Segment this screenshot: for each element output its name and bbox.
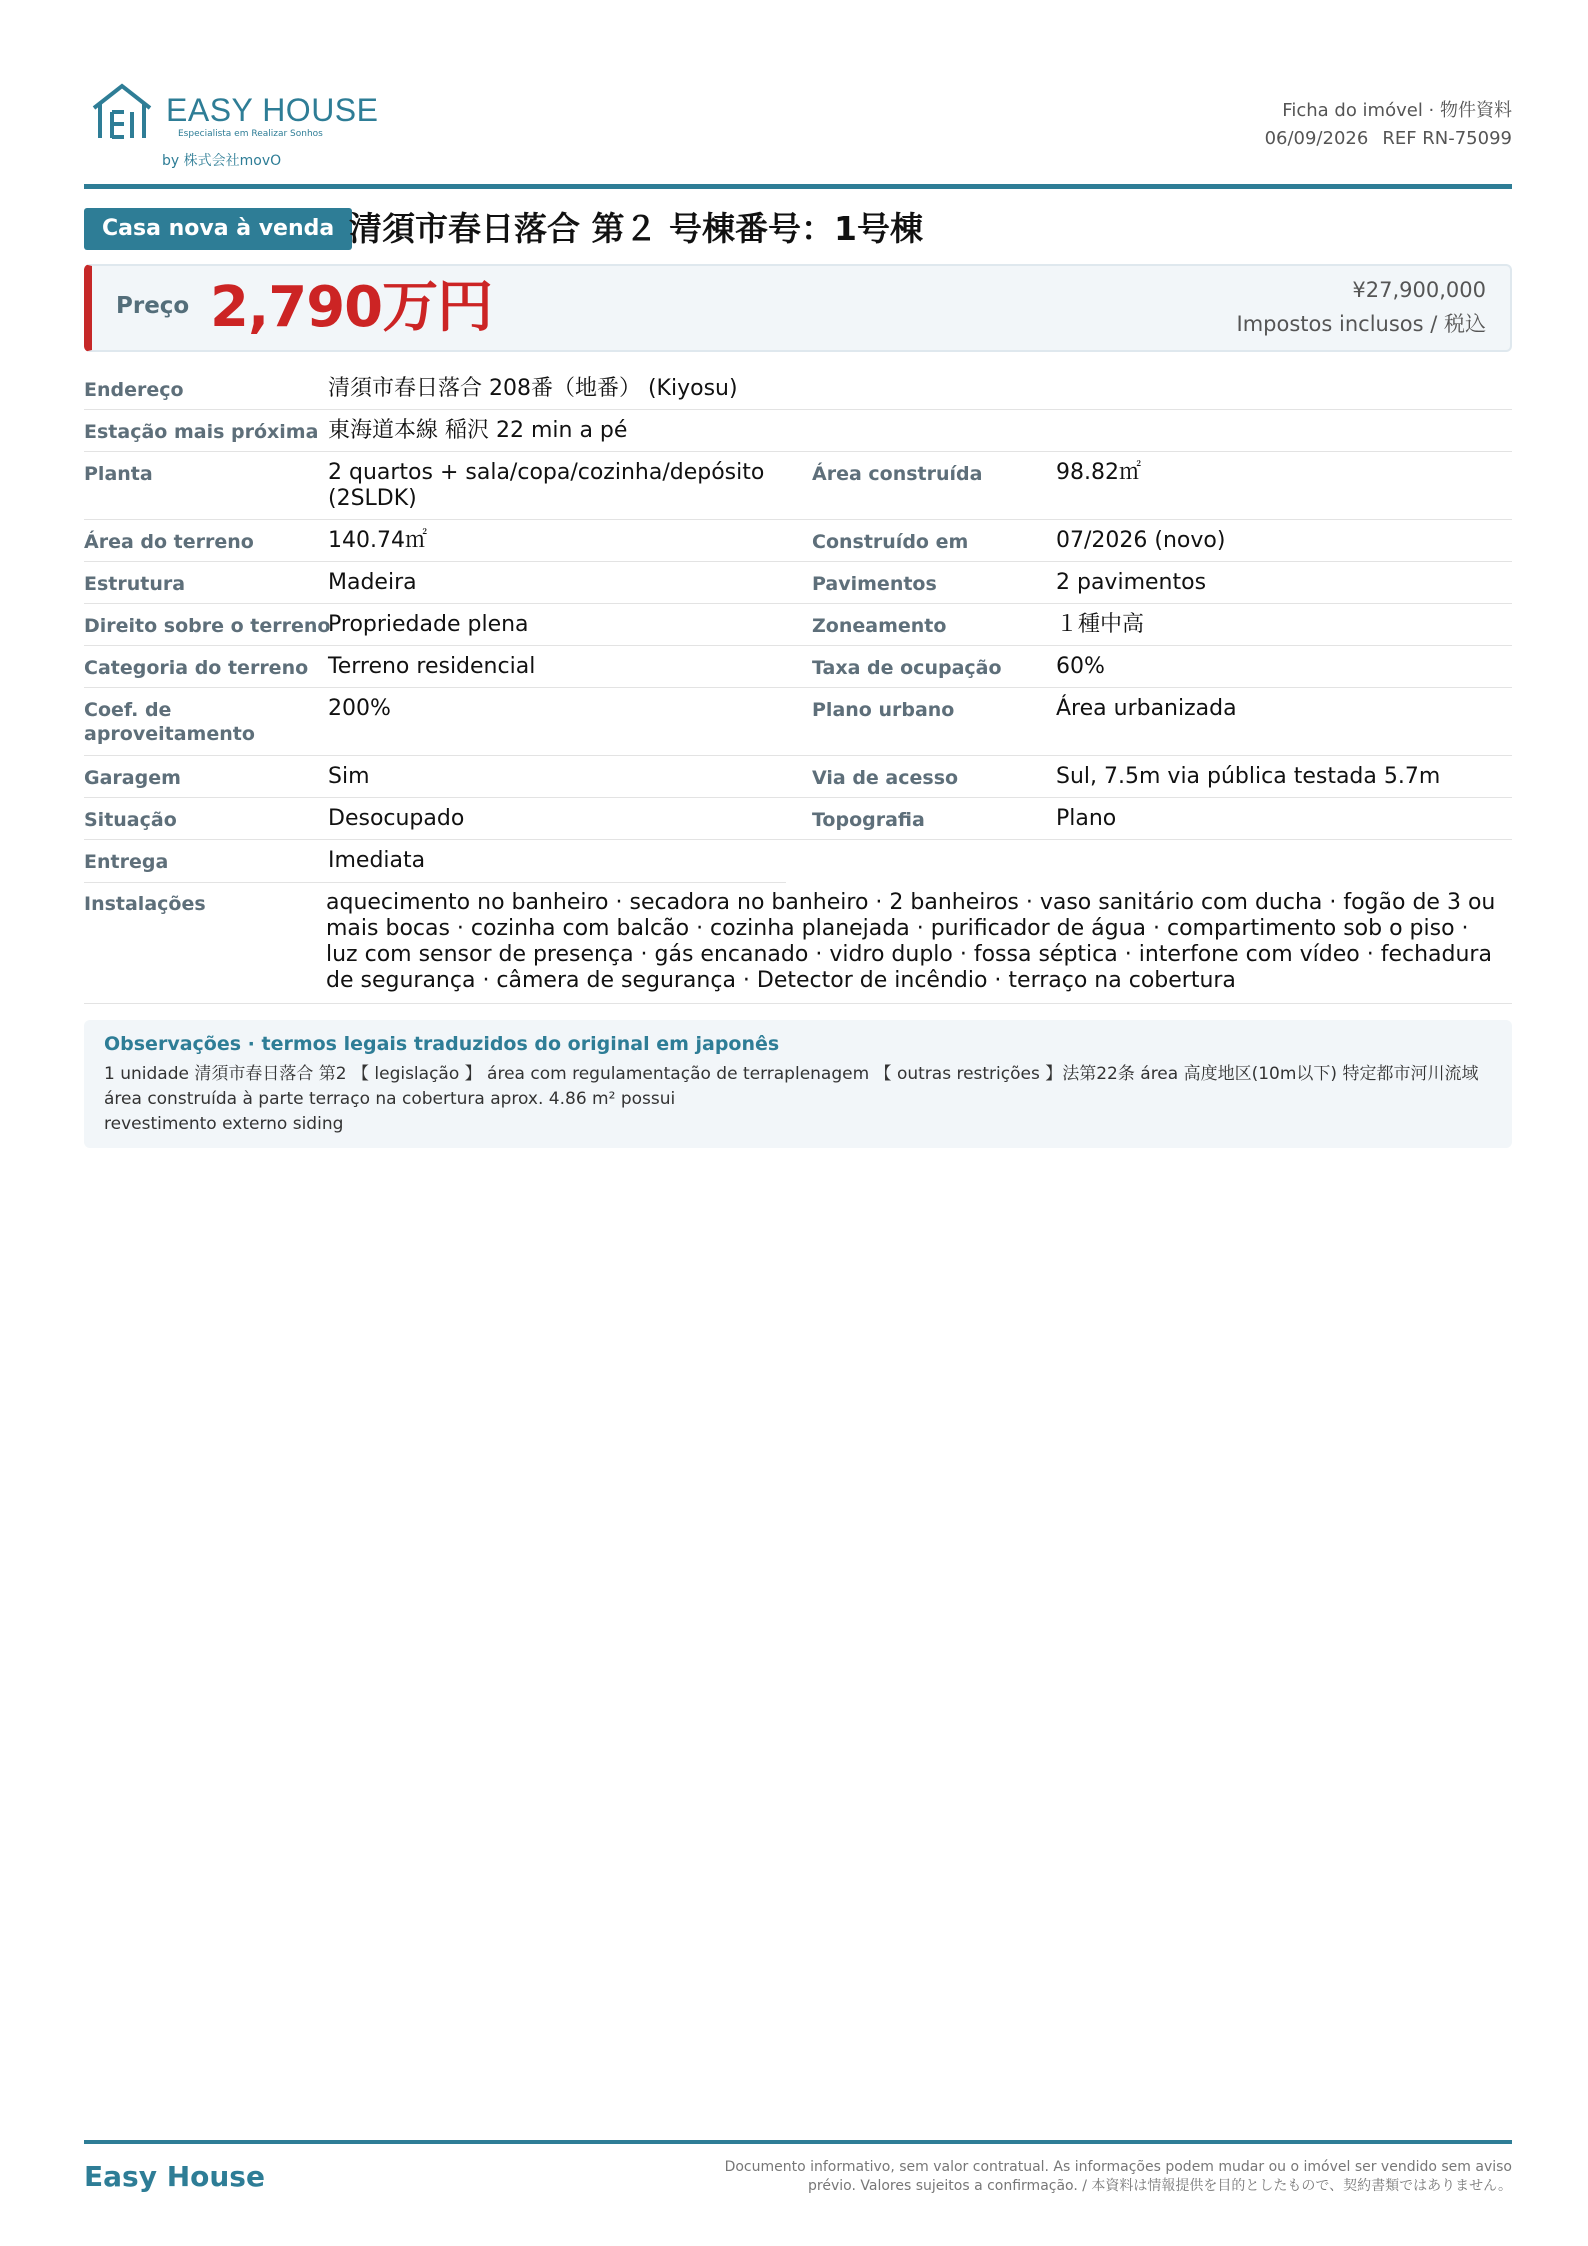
detail-label: Plano urbano xyxy=(812,699,955,721)
detail-label: Situação xyxy=(84,809,177,831)
detail-label: Categoria do terreno xyxy=(84,657,309,679)
detail-row-land-category xyxy=(84,646,1512,688)
detail-label: Construído em xyxy=(812,531,969,553)
detail-value: 清須市春日落合 208番（地番） (Kiyosu) xyxy=(328,376,738,401)
detail-label: Direito sobre o terreno xyxy=(84,615,331,637)
property-sheet xyxy=(84,0,1512,2246)
detail-value: Terreno residencial xyxy=(328,654,536,679)
detail-row-land-area xyxy=(84,520,1512,562)
brand-by: by 株式会社movO xyxy=(162,153,282,169)
detail-value: 98.82㎡ xyxy=(1056,460,1141,485)
price-label: Preço xyxy=(116,293,190,319)
detail-value: Propriedade plena xyxy=(328,612,529,637)
details-table xyxy=(84,368,1512,1004)
detail-value: Área urbanizada xyxy=(1056,696,1237,721)
detail-label: Zoneamento xyxy=(812,615,947,637)
detail-value: 2 pavimentos xyxy=(1056,570,1207,595)
detail-label: Pavimentos xyxy=(812,573,937,595)
detail-row-far xyxy=(84,688,1512,756)
detail-label: Estação mais próxima xyxy=(84,421,319,443)
detail-value: 200% xyxy=(328,696,391,721)
detail-value: Imediata xyxy=(328,848,426,873)
listing-type-badge: Casa nova à venda xyxy=(84,208,352,250)
doc-ref: REF RN-75099 xyxy=(1382,128,1512,149)
detail-value: 2 quartos + sala/copa/cozinha/depósito (2SLDK) xyxy=(328,460,765,511)
detail-label: Endereço xyxy=(84,379,184,401)
brand-logo xyxy=(90,82,390,172)
disclaimer-line: Documento informativo, sem valor contratual. As informações podem mudar ou o imóvel ser vendido sem aviso xyxy=(724,2159,1512,2175)
detail-row-structure xyxy=(84,562,1512,604)
notes-title: Observações · termos legais traduzidos do original em japonês xyxy=(104,1033,780,1055)
detail-label: Topografia xyxy=(812,809,925,831)
detail-value: １種中高 xyxy=(1056,612,1145,637)
detail-row-layout xyxy=(84,452,1512,520)
detail-value: Desocupado xyxy=(328,806,465,831)
detail-label: Taxa de ocupação xyxy=(812,657,1002,679)
detail-label: Área construída xyxy=(812,463,983,485)
notes-text xyxy=(104,1062,1492,1137)
detail-value: 140.74㎡ xyxy=(328,528,427,553)
price-main: 2,790万円 xyxy=(210,275,493,340)
brand-tagline: Especialista em Realizar Sonhos xyxy=(178,129,323,139)
detail-row-address xyxy=(84,368,1512,410)
detail-value: Plano xyxy=(1056,806,1117,831)
detail-row-land-right xyxy=(84,604,1512,646)
document-meta xyxy=(1265,97,1512,153)
detail-row-delivery xyxy=(84,840,1512,882)
footer-divider xyxy=(84,2140,1512,2144)
title-row xyxy=(84,208,1512,250)
detail-label: Estrutura xyxy=(84,573,186,595)
footer-brand: Easy House xyxy=(84,2160,265,2193)
doc-date: 06/09/2026 xyxy=(1264,128,1369,149)
detail-label: Planta xyxy=(84,463,153,485)
listing-title: 清須市春日落合 第２ 号棟番号：1号棟 xyxy=(349,209,923,248)
detail-label: Instalações xyxy=(84,893,206,915)
detail-label: Área do terreno xyxy=(84,531,254,553)
detail-row-parking xyxy=(84,756,1512,798)
disclaimer-line: prévio. Valores sujeitos a confirmação. / 本資料は情報提供を目的としたもので、契約書類ではありません。 xyxy=(808,2178,1512,2194)
detail-value: aquecimento no banheiro · secadora no banheiro · 2 banheiros · vaso sanitário com ducha · fogão de 3 ou mais bocas · cozinha com balcão · cozinha planejada · purificador de água · compartimento sob o piso · luz com sensor de presença · gás encanado · vidro duplo · fossa séptica · interfone com vídeo · fechadura de segurança · câmera de segurança · Detector de incêndio · terraço na cobertura xyxy=(326,890,1496,993)
detail-label: Garagem xyxy=(84,767,181,789)
detail-value: Sul, 7.5m via pública testada 5.7m xyxy=(1056,764,1441,789)
doc-type: Ficha do imóvel · 物件資料 xyxy=(1282,100,1512,121)
detail-value: Sim xyxy=(328,764,370,789)
detail-value: Madeira xyxy=(328,570,417,595)
detail-row-status xyxy=(84,798,1512,840)
detail-row-station xyxy=(84,410,1512,452)
house-logo-icon xyxy=(90,82,154,140)
detail-value: 07/2026 (novo) xyxy=(1056,528,1226,553)
footer-disclaimer xyxy=(692,2158,1512,2196)
notes-line: revestimento externo siding xyxy=(104,1114,344,1134)
price-box xyxy=(84,264,1512,352)
detail-label: Coef. de aproveitamento xyxy=(84,699,255,745)
detail-value: 東海道本線 稲沢 22 min a pé xyxy=(328,418,628,443)
header-divider xyxy=(84,184,1512,189)
notes-line: 1 unidade 清須市春日落合 第2 【 legislação 】 área com regulamentação de terraplenagem 【 outras restrições 】法第22条 área 高度地区(10m以下) 特定都市河川流域 área construída à parte terraço na cobertura aprox. 4.86 m² possui xyxy=(104,1064,1479,1109)
detail-label: Via de acesso xyxy=(812,767,959,789)
detail-value: 60% xyxy=(1056,654,1105,679)
brand-name: EASY HOUSE xyxy=(166,92,379,128)
notes-box xyxy=(84,1020,1512,1148)
price-yen: ¥27,900,000 xyxy=(1352,278,1486,302)
detail-row-facilities xyxy=(84,882,1512,1004)
price-tax-note: Impostos inclusos / 税込 xyxy=(1236,312,1486,336)
detail-label: Entrega xyxy=(84,851,169,873)
